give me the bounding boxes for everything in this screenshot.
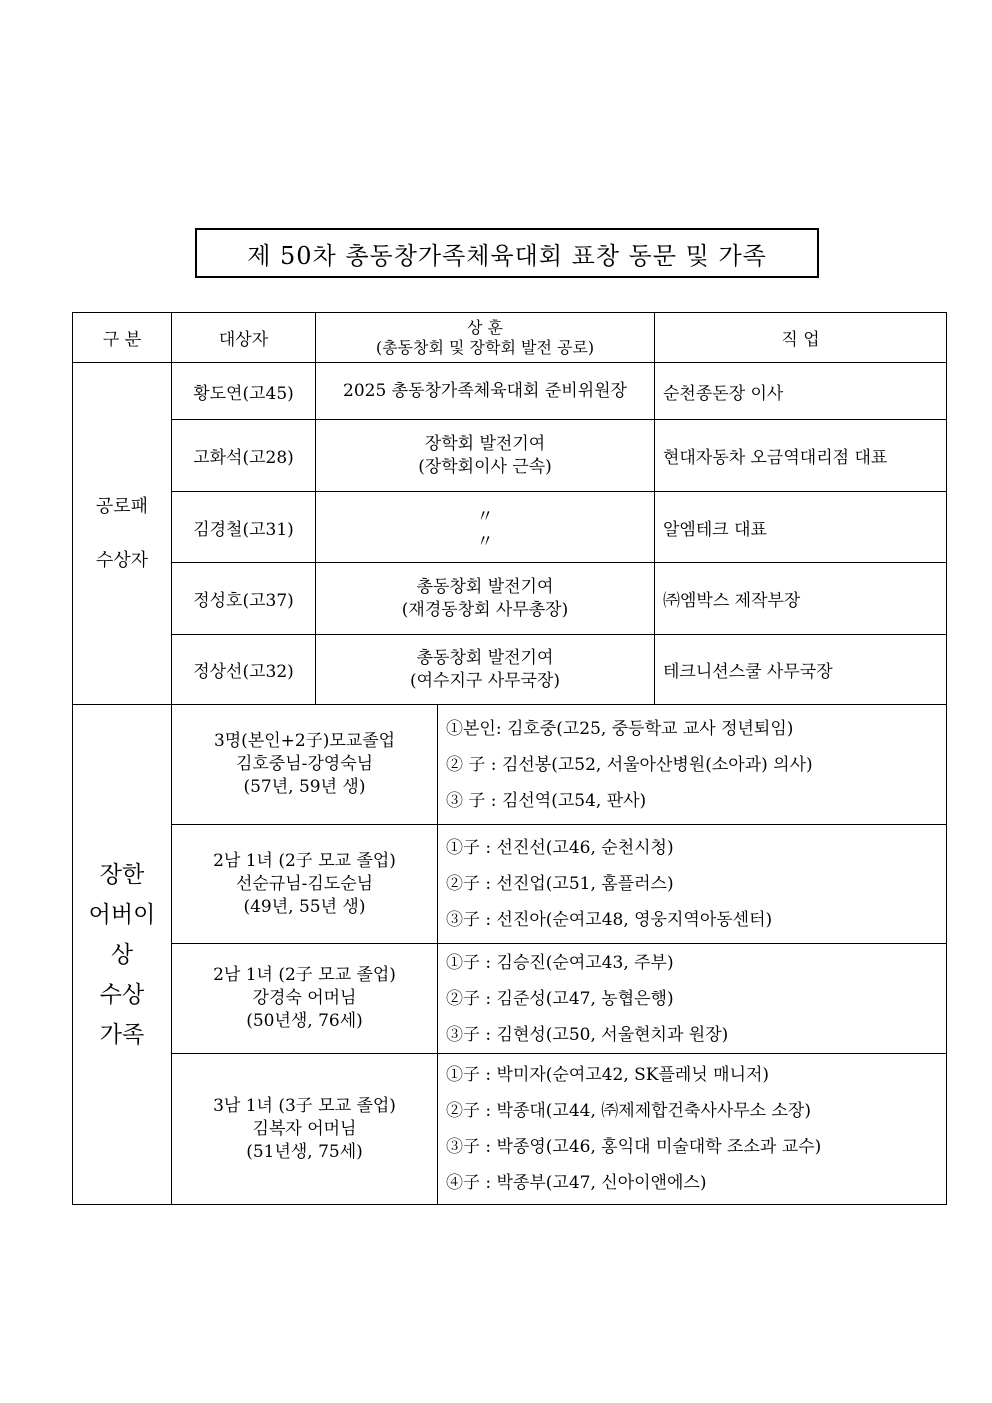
section1-category xyxy=(73,363,172,705)
page-title-text: 제 50차 총동창가족체육대회 표창 동문 및 가족 xyxy=(247,241,767,270)
award-cell xyxy=(316,363,655,420)
family-summary-line: 3명(본인+2子)모교졸업 xyxy=(213,731,396,751)
recipient-name: 정상선(고32) xyxy=(172,635,316,705)
child-entry: ②子 : 선진업(고51, 홈플러스) xyxy=(446,874,674,894)
award-line: (장학회이사 근속) xyxy=(418,456,552,477)
family-parents: 강경숙 어머님 xyxy=(252,988,357,1008)
table-row xyxy=(73,563,947,635)
table-row xyxy=(73,492,947,563)
family-parents: 김복자 어머님 xyxy=(252,1118,357,1139)
ditto-mark: 〃 xyxy=(476,507,494,527)
family-row xyxy=(73,1054,947,1205)
award-line: 장학회 발전기여 xyxy=(424,433,546,454)
header-award xyxy=(316,313,655,363)
family-parents: 김호중님-강영숙님 xyxy=(235,754,374,774)
child-entry: ①子 : 선진선(고46, 순천시청) xyxy=(446,838,674,858)
child-entry: ③ 子 : 김선역(고54, 판사) xyxy=(446,790,647,811)
recipient-name: 고화석(고28) xyxy=(172,420,316,492)
child-entry: ③子 : 김현성(고50, 서울현치과 원장) xyxy=(446,1024,729,1045)
family-summary-line: 2남 1녀 (2子 모교 졸업) xyxy=(213,850,396,871)
family-children xyxy=(438,825,947,944)
family-summary-line: 2남 1녀 (2子 모교 졸업) xyxy=(213,965,396,985)
family-summary xyxy=(172,944,438,1054)
header-award-subtitle: (총동창회 및 장학회 발전 공로) xyxy=(375,337,595,357)
award-line: 2025 총동창가족체육대회 준비위원장 xyxy=(343,380,627,401)
family-row xyxy=(73,944,947,1054)
header-recipient: 대상자 xyxy=(172,313,316,363)
family-row xyxy=(73,705,947,825)
family-table xyxy=(72,704,947,1205)
family-summary xyxy=(172,825,438,944)
child-entry: ③子 : 박종영(고46, 홍익대 미술대학 조소과 교수) xyxy=(446,1137,822,1157)
category-line: 장한 xyxy=(99,861,145,888)
family-row xyxy=(73,825,947,944)
header-row xyxy=(73,313,947,363)
child-entry: ② 子 : 김선봉(고52, 서울아산병원(소아과) 의사) xyxy=(446,754,813,775)
table-row xyxy=(73,635,947,705)
ditto-mark: 〃 xyxy=(476,532,494,552)
family-birth: (50년생, 76세) xyxy=(246,1011,363,1031)
child-entry: ①子 : 김승진(순여고43, 주부) xyxy=(446,952,674,973)
family-summary-line: 3남 1녀 (3子 모교 졸업) xyxy=(213,1095,396,1116)
table-row xyxy=(73,420,947,492)
recipient-name: 김경철(고31) xyxy=(172,492,316,563)
family-birth: (51년생, 75세) xyxy=(246,1141,363,1162)
child-entry: ①본인: 김호중(고25, 중등학교 교사 정년퇴임) xyxy=(446,718,794,739)
family-children xyxy=(438,944,947,1054)
job-cell: 현대자동차 오금역대리점 대표 xyxy=(655,420,947,492)
job-cell: ㈜엠박스 제작부장 xyxy=(655,563,947,635)
recipient-name: 정성호(고37) xyxy=(172,563,316,635)
job-cell: 알엠테크 대표 xyxy=(655,492,947,563)
award-cell xyxy=(316,563,655,635)
award-cell xyxy=(316,635,655,705)
header-category: 구 분 xyxy=(73,313,172,363)
page-title xyxy=(195,228,819,278)
family-parents: 선순규님-김도순님 xyxy=(235,873,374,894)
family-summary xyxy=(172,705,438,825)
award-line: 총동창회 발전기여 xyxy=(416,647,554,668)
header-award-title: 상 훈 xyxy=(467,317,503,337)
header-job: 직 업 xyxy=(655,313,947,363)
job-cell: 순천종돈장 이사 xyxy=(655,363,947,420)
award-line: 총동창회 발전기여 xyxy=(416,576,554,597)
section2-category xyxy=(73,705,172,1205)
category-line: 수상 xyxy=(99,981,145,1008)
category-line: 공로패 xyxy=(95,495,149,517)
category-line: 수상자 xyxy=(95,549,149,571)
family-birth: (57년, 59년 생) xyxy=(243,777,366,797)
award-line: (재경동창회 사무총장) xyxy=(401,599,569,620)
child-entry: ③子 : 선진아(순여고48, 영웅지역아동센터) xyxy=(446,910,773,930)
child-entry: ①子 : 박미자(순여고42, SK플레닛 매니저) xyxy=(446,1065,770,1085)
table-row xyxy=(73,363,947,420)
category-line: 상 xyxy=(110,941,134,968)
family-children xyxy=(438,705,947,825)
award-line: (여수지구 사무국장) xyxy=(409,670,561,691)
family-summary xyxy=(172,1054,438,1205)
child-entry: ②子 : 김준성(고47, 농협은행) xyxy=(446,988,674,1009)
child-entry: ④子 : 박종부(고47, 신아이앤에스) xyxy=(446,1173,707,1193)
recipient-name: 황도연(고45) xyxy=(172,363,316,420)
award-cell xyxy=(316,420,655,492)
family-birth: (49년, 55년 생) xyxy=(243,896,366,917)
category-line: 가족 xyxy=(99,1021,145,1048)
category-line: 어버이 xyxy=(88,901,156,928)
ditto-marks xyxy=(375,502,595,552)
award-cell xyxy=(316,492,655,563)
child-entry: ②子 : 박종대(고44, ㈜제제합건축사사무소 소장) xyxy=(446,1101,811,1121)
family-children xyxy=(438,1054,947,1205)
job-cell: 테크니션스쿨 사무국장 xyxy=(655,635,947,705)
award-table xyxy=(72,312,947,705)
